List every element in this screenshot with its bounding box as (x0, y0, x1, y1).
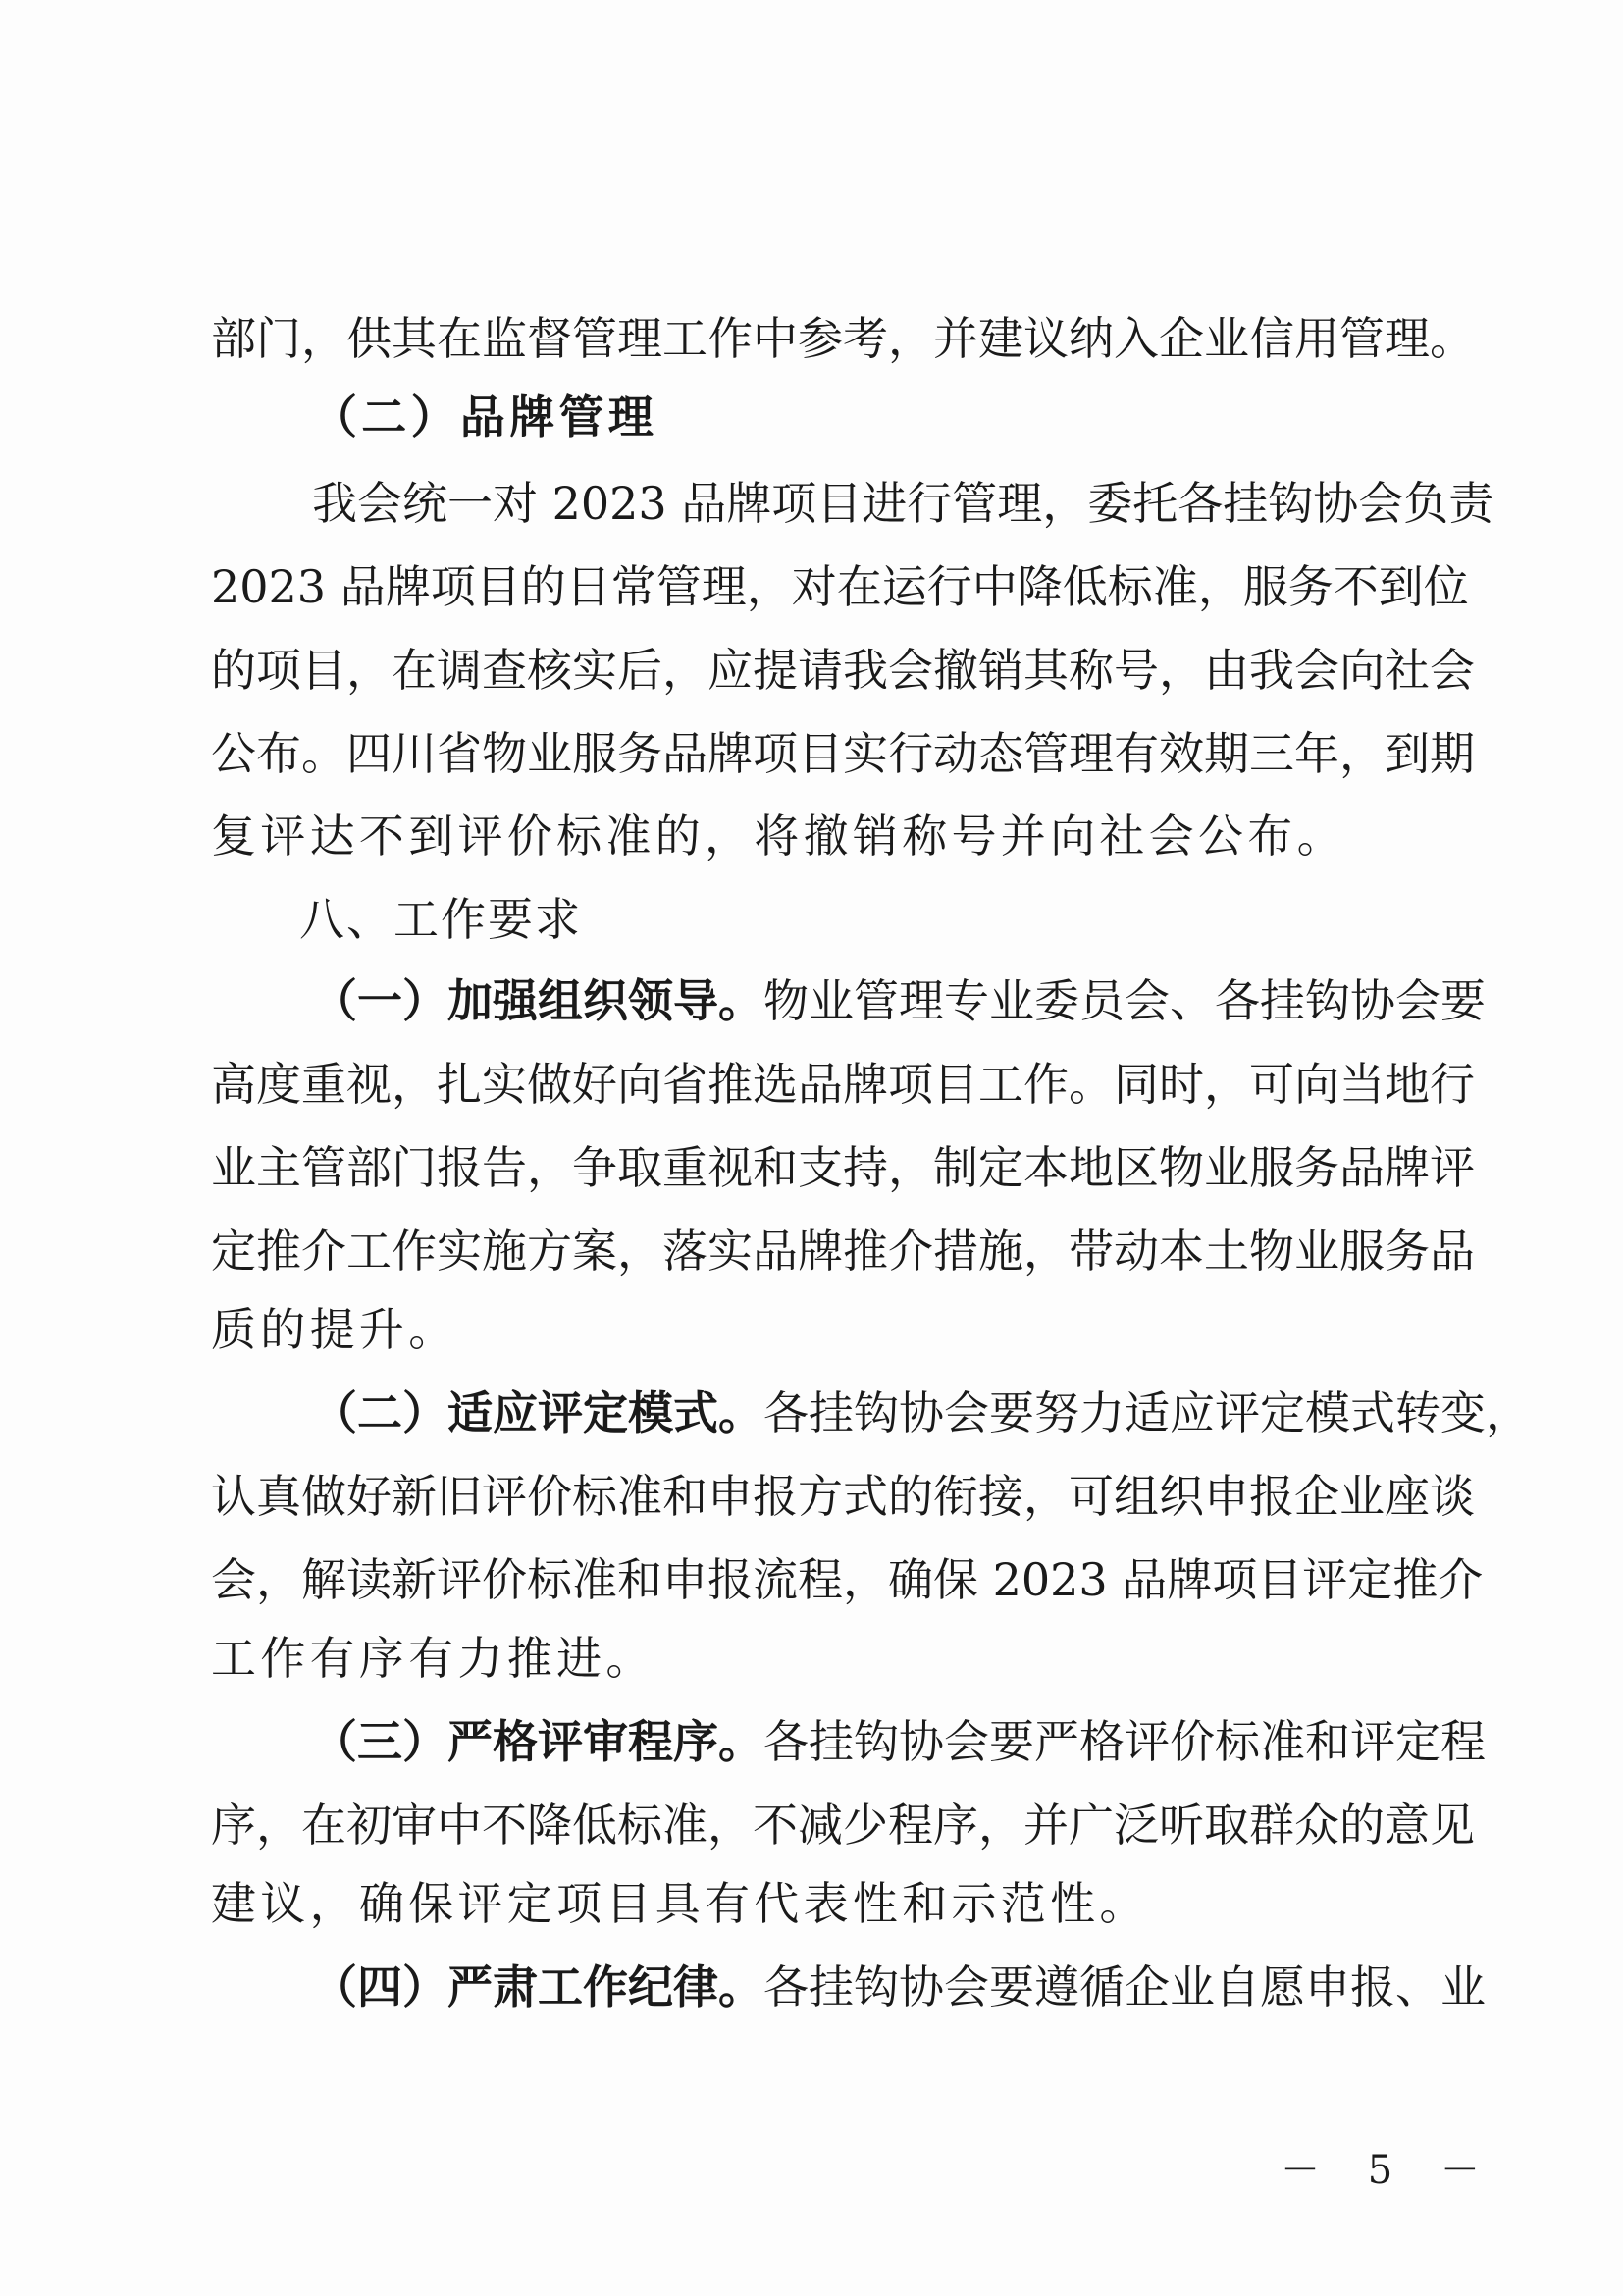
section-heading-work-requirements: 八、工作要求 (299, 893, 582, 946)
paragraph-line: 的项目，在调查核实后，应提请我会撤销其称号，由我会向社会 (211, 644, 1475, 697)
item-text: 各挂钩协会要严格评价标准和评定程 (763, 1715, 1486, 1768)
item-lead-strict-review-procedure: （三）严格评审程序。 (312, 1715, 763, 1768)
paragraph-line (312, 1383, 1531, 1442)
paragraph-line: 2023 品牌项目的日常管理，对在运行中降低标准，服务不到位 (211, 560, 1469, 613)
item-lead-adapt-evaluation-mode: （二）适应评定模式。 (312, 1386, 763, 1439)
item-text: 物业管理专业委员会、各挂钩协会要 (763, 974, 1486, 1027)
paragraph-line (312, 1712, 1486, 1771)
paragraph-line: 公布。四川省物业服务品牌项目实行动态管理有效期三年，到期 (211, 727, 1475, 780)
paragraph-line: 会，解读新评价标准和申报流程，确保 2023 品牌项目评定推介 (211, 1553, 1484, 1606)
paragraph-line: 定推介工作实施方案，落实品牌推介措施，带动本土物业服务品 (211, 1225, 1475, 1278)
paragraph-line: 质的提升。 (211, 1303, 458, 1356)
paragraph-line: 序，在初审中不降低标准，不减少程序，并广泛听取群众的意见 (211, 1799, 1475, 1852)
paragraph-line (312, 971, 1486, 1030)
paragraph-line: 部门，供其在监督管理工作中参考，并建议纳入企业信用管理。 (211, 312, 1475, 365)
item-lead-strengthen-leadership: （一）加强组织领导。 (312, 974, 763, 1027)
page-number: － 5 － (1281, 2148, 1497, 2193)
paragraph-line: 认真做好新旧评价标准和申报方式的衔接，可组织申报企业座谈 (211, 1470, 1475, 1523)
paragraph-line: 高度重视，扎实做好向省推选品牌项目工作。同时，可向当地行 (211, 1058, 1475, 1111)
paragraph-line: 我会统一对 2023 品牌项目进行管理，委托各挂钩协会负责 (312, 477, 1494, 530)
paragraph-line: 业主管部门报告，争取重视和支持，制定本地区物业服务品牌评 (211, 1141, 1475, 1194)
subsection-heading-brand-management: （二）品牌管理 (312, 391, 658, 444)
item-text: 各挂钩协会要遵循企业自愿申报、业 (763, 1960, 1486, 2013)
paragraph-line (312, 1957, 1486, 2016)
paragraph-line: 工作有序有力推进。 (211, 1632, 655, 1685)
item-text: 各挂钩协会要努力适应评定模式转变， (763, 1386, 1531, 1439)
paragraph-line: 建议，确保评定项目具有代表性和示范性。 (211, 1877, 1149, 1930)
item-lead-strict-work-discipline: （四）严肃工作纪律。 (312, 1960, 763, 2013)
paragraph-line: 复评达不到评价标准的，将撤销称号并向社会公布。 (211, 809, 1346, 862)
